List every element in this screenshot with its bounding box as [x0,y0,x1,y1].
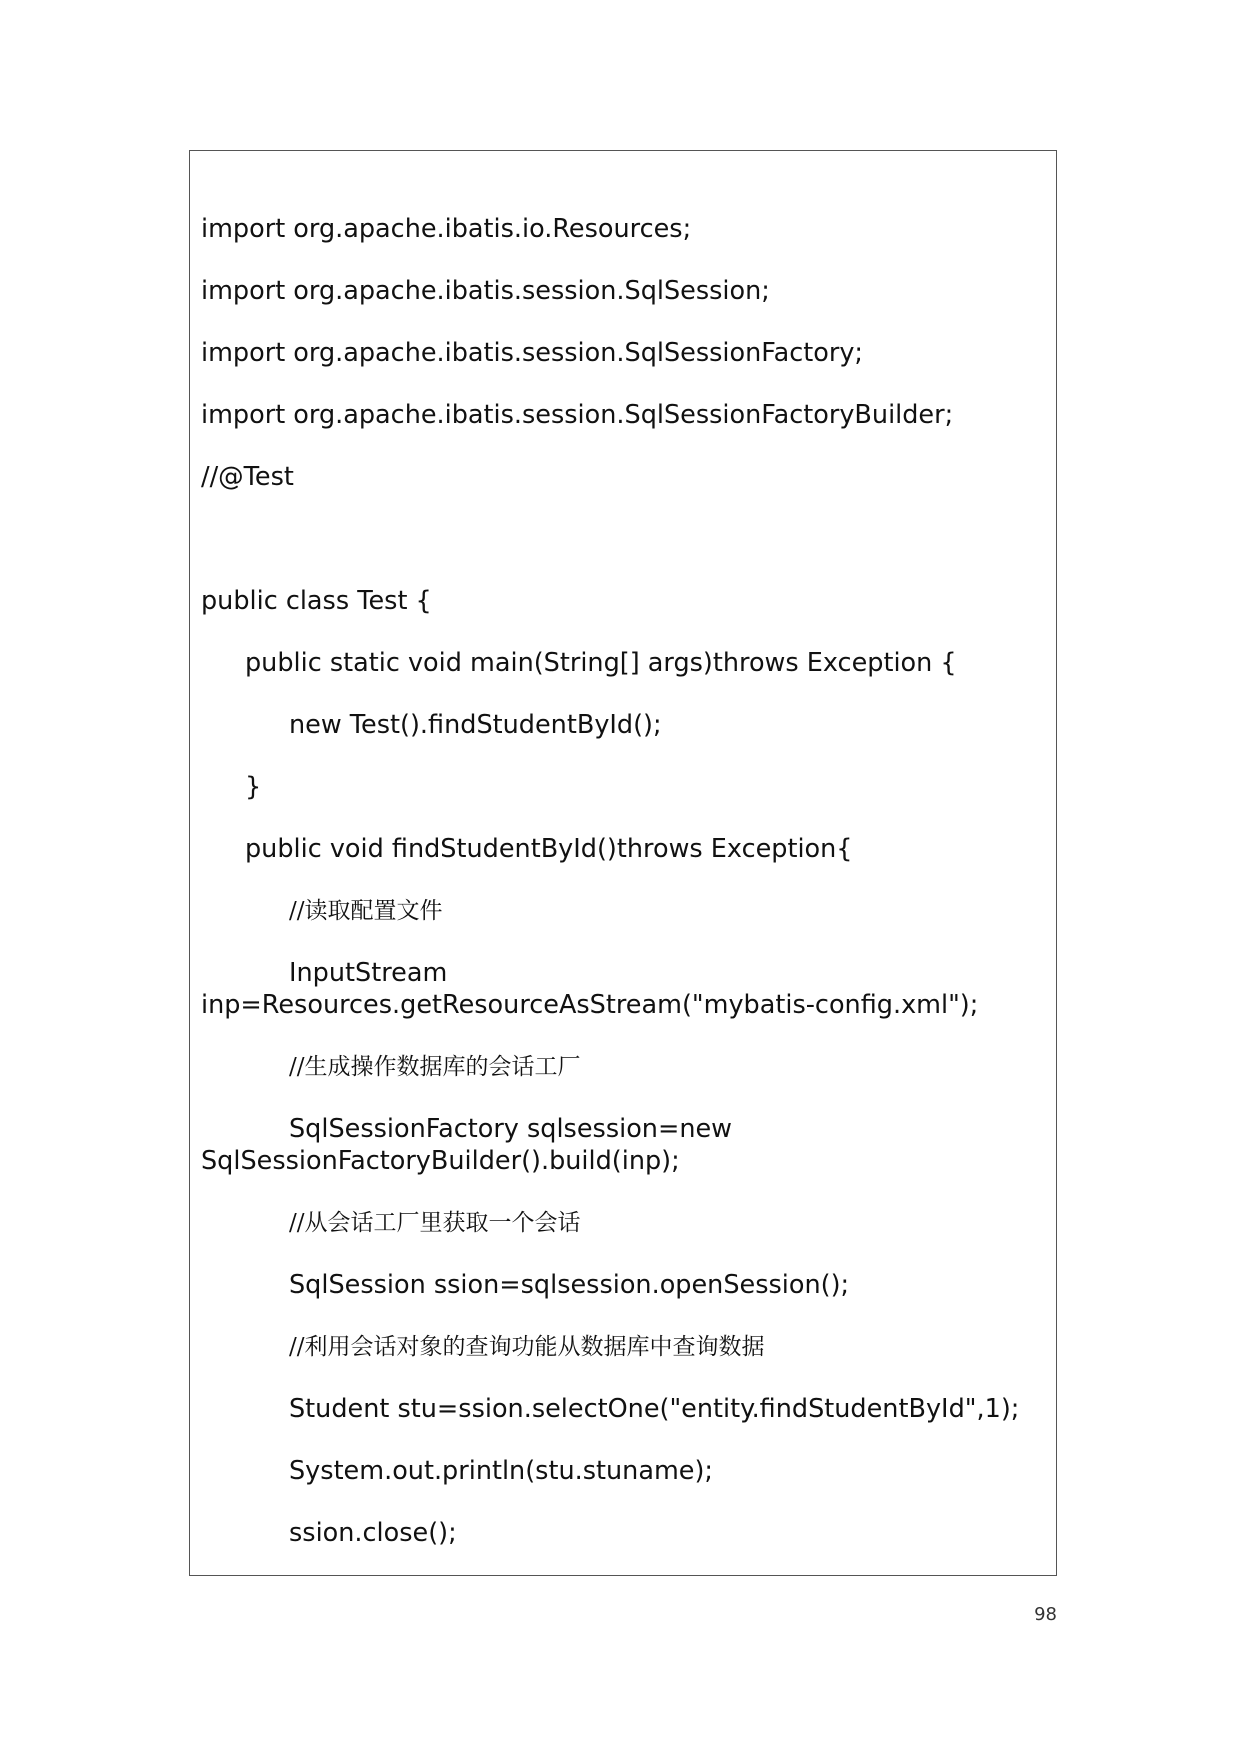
code-line-open-session: SqlSession ssion=sqlsession.openSession(); [289,1270,850,1300]
code-comment-read-config: //读取配置文件 [289,898,443,924]
code-line-println: System.out.println(stu.stuname); [289,1456,714,1486]
code-line-import-sqlsession: import org.apache.ibatis.session.SqlSession; [201,276,770,306]
code-line-import-sqlsessionfactorybuilder: import org.apache.ibatis.session.SqlSessionFactoryBuilder; [201,400,954,430]
code-line-main-method: public static void main(String[] args)throws Exception { [245,648,957,678]
code-line-close-brace: } [245,772,262,802]
code-line-test-annotation-comment: //@Test [201,462,294,492]
code-line-import-resources: import org.apache.ibatis.io.Resources; [201,214,692,244]
code-line-select-one: Student stu=ssion.selectOne("entity.findStudentById",1); [289,1394,1020,1424]
page-number: 98 [1034,1604,1057,1625]
code-comment-generate-factory: //生成操作数据库的会话工厂 [289,1054,581,1080]
code-line-session-close: ssion.close(); [289,1518,457,1548]
code-listing-box [189,150,1057,1576]
code-line-call-find-student: new Test().findStudentById(); [289,710,662,740]
code-line-class-declaration: public class Test { [201,586,432,616]
code-line-find-student-method: public void findStudentById()throws Exception{ [245,834,853,864]
code-line-session-factory: SqlSessionFactory sqlsession=new SqlSessionFactoryBuilder().build(inp); [201,1114,733,1176]
code-line-input-stream: InputStream inp=Resources.getResourceAsStream("mybatis-config.xml"); [201,958,979,1020]
code-line-import-sqlsessionfactory: import org.apache.ibatis.session.SqlSessionFactory; [201,338,864,368]
code-comment-get-session: //从会话工厂里获取一个会话 [289,1210,581,1236]
code-comment-query-data: //利用会话对象的查询功能从数据库中查询数据 [289,1334,765,1360]
